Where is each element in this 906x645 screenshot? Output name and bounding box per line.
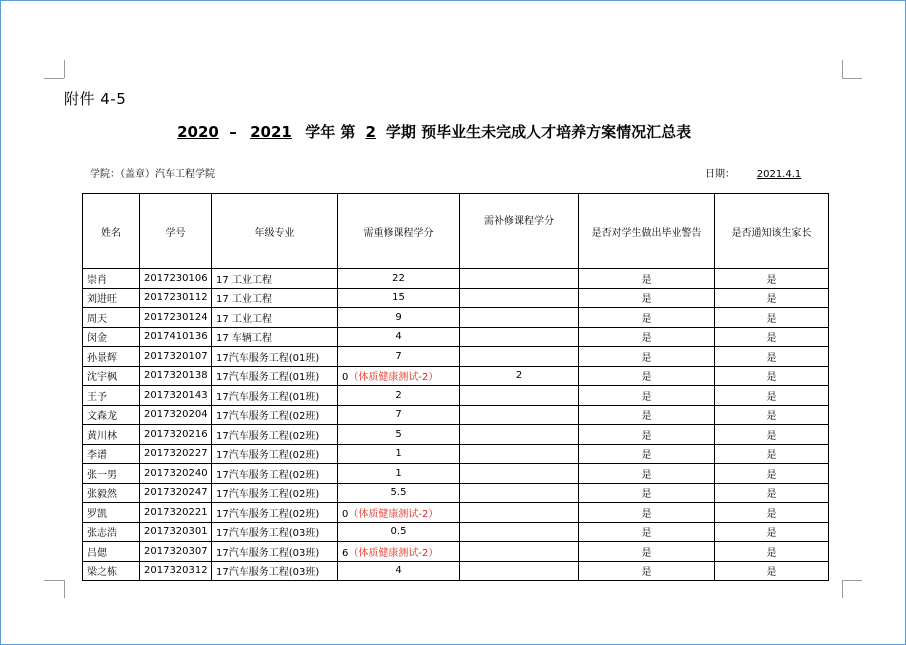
crop-mark-bottom-left-vertical	[64, 580, 65, 598]
cell-retake-credits	[338, 503, 460, 523]
table-row	[83, 542, 829, 562]
table-row	[83, 522, 829, 542]
cell-retake-credits	[338, 425, 460, 445]
cell-student-id: 2017230106	[140, 269, 212, 289]
cell-student-id: 2017320143	[140, 386, 212, 406]
cell-makeup-credits	[460, 522, 579, 542]
document-title	[172, 121, 691, 142]
cell-graduation-warning: 是	[579, 444, 715, 464]
cell-makeup-credits	[460, 347, 579, 367]
cell-makeup-credits	[460, 561, 579, 581]
retake-credits-value: 0	[342, 508, 349, 520]
crop-mark-bottom-right-vertical	[842, 580, 843, 598]
cell-notify-parents: 是	[715, 308, 829, 328]
cell-major: 17 车辆工程	[212, 327, 338, 347]
cell-retake-credits	[338, 561, 460, 581]
table-row	[83, 288, 829, 308]
cell-name: 罗凯	[83, 503, 140, 523]
cell-major: 17汽车服务工程(02班)	[212, 503, 338, 523]
cell-notify-parents: 是	[715, 327, 829, 347]
table-row	[83, 327, 829, 347]
cell-student-id: 2017320240	[140, 464, 212, 484]
cell-student-id: 2017230124	[140, 308, 212, 328]
retake-credits-value: 7	[395, 350, 402, 362]
cell-major: 17 工业工程	[212, 308, 338, 328]
table-row	[83, 444, 829, 464]
cell-retake-credits	[338, 483, 460, 503]
cell-graduation-warning: 是	[579, 327, 715, 347]
cell-student-id: 2017320204	[140, 405, 212, 425]
cell-name: 崇肖	[83, 269, 140, 289]
cell-makeup-credits	[460, 405, 579, 425]
retake-credits-value: 0	[342, 372, 349, 384]
cell-major: 17汽车服务工程(03班)	[212, 542, 338, 562]
retake-credits-value: 5	[395, 428, 402, 440]
cell-graduation-warning: 是	[579, 269, 715, 289]
cell-name: 文森龙	[83, 405, 140, 425]
cell-major: 17 工业工程	[212, 269, 338, 289]
cell-graduation-warning: 是	[579, 561, 715, 581]
cell-notify-parents: 是	[715, 288, 829, 308]
cell-student-id: 2017320221	[140, 503, 212, 523]
cell-makeup-credits	[460, 483, 579, 503]
cell-name: 王予	[83, 386, 140, 406]
cell-notify-parents: 是	[715, 444, 829, 464]
header-retake-credits: 需重修课程学分	[338, 194, 460, 269]
cell-name: 张一男	[83, 464, 140, 484]
cell-name: 李谱	[83, 444, 140, 464]
date-value: 2021.4.1	[756, 169, 802, 180]
cell-notify-parents: 是	[715, 522, 829, 542]
cell-notify-parents: 是	[715, 542, 829, 562]
cell-makeup-credits	[460, 308, 579, 328]
cell-retake-credits	[338, 269, 460, 289]
cell-makeup-credits	[460, 327, 579, 347]
cell-student-id: 2017320107	[140, 347, 212, 367]
summary-table	[82, 193, 829, 581]
cell-major: 17汽车服务工程(03班)	[212, 561, 338, 581]
cell-retake-credits	[338, 366, 460, 386]
crop-mark-top-right-vertical	[842, 60, 843, 78]
table-row	[83, 503, 829, 523]
cell-major: 17汽车服务工程(03班)	[212, 522, 338, 542]
cell-major: 17汽车服务工程(01班)	[212, 366, 338, 386]
cell-name: 沈宇枫	[83, 366, 140, 386]
cell-notify-parents: 是	[715, 366, 829, 386]
cell-graduation-warning: 是	[579, 386, 715, 406]
cell-makeup-credits	[460, 269, 579, 289]
retake-credits-value: 0.5	[390, 526, 407, 538]
cell-makeup-credits	[460, 503, 579, 523]
crop-mark-top-left-vertical	[64, 60, 65, 78]
cell-notify-parents: 是	[715, 503, 829, 523]
table-header-row	[83, 194, 829, 269]
retake-credits-note: （体质健康测试-2）	[348, 547, 439, 559]
cell-retake-credits	[338, 522, 460, 542]
table-row	[83, 386, 829, 406]
retake-credits-value: 2	[395, 389, 402, 401]
cell-makeup-credits	[460, 444, 579, 464]
retake-credits-value: 1	[395, 467, 402, 479]
cell-student-id: 2017320138	[140, 366, 212, 386]
college-label: 学院：（盖章）汽车工程学院	[90, 169, 215, 180]
header-name: 姓名	[83, 194, 140, 269]
cell-student-id: 2017410136	[140, 327, 212, 347]
cell-student-id: 2017320227	[140, 444, 212, 464]
table-row	[83, 483, 829, 503]
retake-credits-value: 15	[392, 292, 405, 304]
cell-retake-credits	[338, 288, 460, 308]
cell-major: 17 工业工程	[212, 288, 338, 308]
cell-retake-credits	[338, 444, 460, 464]
retake-credits-value: 1	[395, 448, 402, 460]
title-year-suffix: 学年 第	[305, 123, 356, 141]
cell-notify-parents: 是	[715, 386, 829, 406]
header-major: 年级专业	[212, 194, 338, 269]
cell-graduation-warning: 是	[579, 366, 715, 386]
cell-graduation-warning: 是	[579, 503, 715, 523]
header-notify-parents: 是否通知该生家长	[715, 194, 829, 269]
cell-graduation-warning: 是	[579, 308, 715, 328]
cell-makeup-credits	[460, 542, 579, 562]
table-row	[83, 405, 829, 425]
retake-credits-value: 7	[395, 409, 402, 421]
cell-graduation-warning: 是	[579, 347, 715, 367]
cell-makeup-credits: 2	[460, 366, 579, 386]
retake-credits-value: 4	[395, 331, 402, 343]
cell-makeup-credits	[460, 464, 579, 484]
cell-retake-credits	[338, 386, 460, 406]
crop-mark-top-right	[842, 78, 862, 79]
cell-major: 17汽车服务工程(02班)	[212, 405, 338, 425]
cell-student-id: 2017320216	[140, 425, 212, 445]
cell-name: 吕偲	[83, 542, 140, 562]
cell-notify-parents: 是	[715, 483, 829, 503]
cell-makeup-credits	[460, 386, 579, 406]
table-row	[83, 366, 829, 386]
date-label: 日期：	[705, 169, 735, 180]
cell-name: 梁之栋	[83, 561, 140, 581]
title-year-end: 2021	[250, 123, 292, 141]
table-row	[83, 308, 829, 328]
cell-major: 17汽车服务工程(02班)	[212, 483, 338, 503]
cell-major: 17汽车服务工程(01班)	[212, 386, 338, 406]
cell-name: 黄川林	[83, 425, 140, 445]
cell-makeup-credits	[460, 288, 579, 308]
table-row	[83, 464, 829, 484]
cell-retake-credits	[338, 542, 460, 562]
cell-notify-parents: 是	[715, 347, 829, 367]
cell-name: 孙景辉	[83, 347, 140, 367]
cell-name: 闵金	[83, 327, 140, 347]
cell-retake-credits	[338, 464, 460, 484]
table-row	[83, 561, 829, 581]
retake-credits-note: （体质健康测试-2）	[348, 372, 439, 384]
retake-credits-value: 4	[395, 565, 402, 577]
cell-retake-credits	[338, 347, 460, 367]
title-term-suffix: 学期 预毕业生未完成人才培养方案情况汇总表	[385, 123, 692, 141]
cell-graduation-warning: 是	[579, 405, 715, 425]
cell-notify-parents: 是	[715, 405, 829, 425]
retake-credits-note: （体质健康测试-2）	[348, 508, 439, 520]
table-row	[83, 347, 829, 367]
retake-credits-value: 5.5	[390, 487, 407, 499]
cell-student-id: 2017320247	[140, 483, 212, 503]
table-row	[83, 269, 829, 289]
cell-makeup-credits	[460, 425, 579, 445]
cell-name: 周天	[83, 308, 140, 328]
cell-student-id: 2017320312	[140, 561, 212, 581]
cell-graduation-warning: 是	[579, 464, 715, 484]
crop-mark-bottom-left	[44, 580, 64, 581]
crop-mark-bottom-right	[842, 580, 862, 581]
header-graduation-warning: 是否对学生做出毕业警告	[579, 194, 715, 269]
cell-major: 17汽车服务工程(02班)	[212, 444, 338, 464]
cell-student-id: 2017320301	[140, 522, 212, 542]
cell-name: 刘进旺	[83, 288, 140, 308]
cell-notify-parents: 是	[715, 269, 829, 289]
retake-credits-value: 22	[392, 272, 405, 284]
cell-retake-credits	[338, 327, 460, 347]
date-field	[705, 165, 823, 180]
cell-major: 17汽车服务工程(02班)	[212, 464, 338, 484]
cell-student-id: 2017230112	[140, 288, 212, 308]
attachment-label: 附件 4-5	[64, 90, 127, 108]
cell-graduation-warning: 是	[579, 522, 715, 542]
retake-credits-value: 6	[342, 547, 349, 559]
cell-graduation-warning: 是	[579, 483, 715, 503]
header-student-id: 学号	[140, 194, 212, 269]
title-term: 2	[365, 123, 376, 141]
cell-name: 张毅然	[83, 483, 140, 503]
table-row	[83, 425, 829, 445]
cell-graduation-warning: 是	[579, 425, 715, 445]
cell-retake-credits	[338, 308, 460, 328]
cell-notify-parents: 是	[715, 425, 829, 445]
cell-notify-parents: 是	[715, 464, 829, 484]
table-body	[83, 269, 829, 581]
cell-graduation-warning: 是	[579, 542, 715, 562]
cell-name: 张志浩	[83, 522, 140, 542]
cell-graduation-warning: 是	[579, 288, 715, 308]
header-makeup-credits: 需补修课程学分	[460, 194, 579, 269]
cell-major: 17汽车服务工程(01班)	[212, 347, 338, 367]
title-year-start: 2020	[177, 123, 219, 141]
crop-mark-top-left	[44, 78, 64, 79]
cell-student-id: 2017320307	[140, 542, 212, 562]
retake-credits-value: 9	[395, 311, 402, 323]
title-dash: –	[229, 123, 237, 141]
cell-notify-parents: 是	[715, 561, 829, 581]
cell-major: 17汽车服务工程(02班)	[212, 425, 338, 445]
cell-retake-credits	[338, 405, 460, 425]
